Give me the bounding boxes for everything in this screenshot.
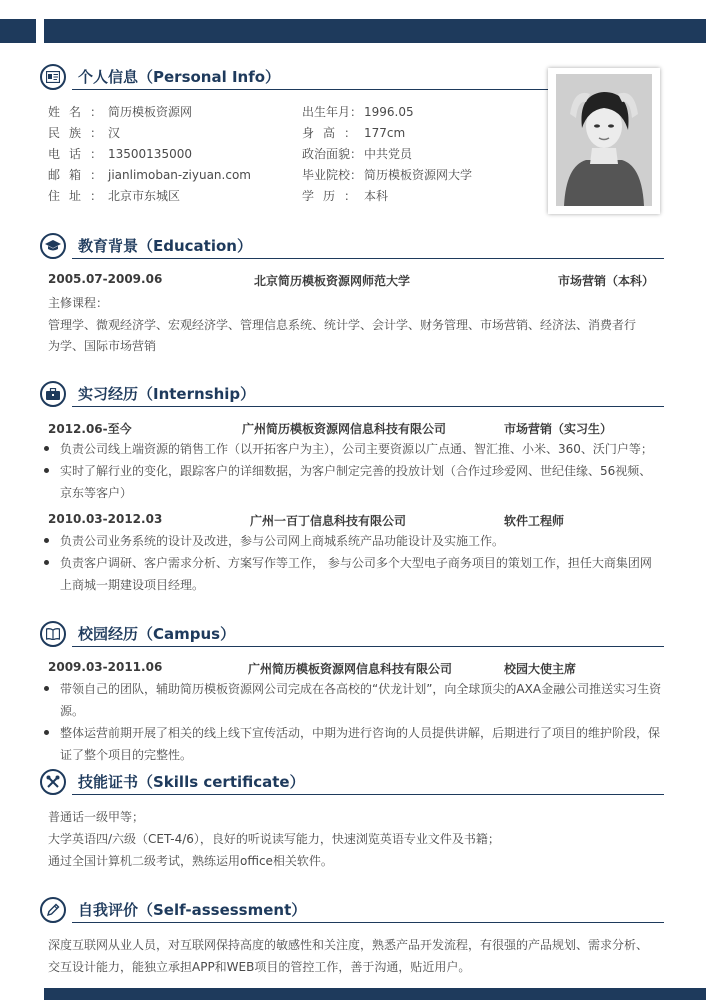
info-degree: 学历： 本科 (302, 189, 389, 203)
job-company: 广州简历模板资源网信息科技有限公司 (242, 422, 447, 436)
bottom-bar (44, 988, 706, 1000)
section-divider (72, 406, 664, 407)
self-line: 深度互联网从业人员，对互联网保持高度的敏感性和关注度，熟悉产品开发流程，有很强的产品规划、需求分析、 (48, 938, 649, 952)
edu-courses-line: 管理学、微观经济学、宏观经济学、管理信息系统、统计学、会计学、财务管理、市场营销、经济法、消费者行 (48, 318, 637, 332)
info-name: 姓名： 简历模板资源网 (48, 105, 193, 119)
job-date: 2012.06-至今 (48, 422, 132, 436)
section-divider (72, 89, 552, 90)
campus-bullet: 整体运营前期开展了相关的线上线下宣传活动，中期为进行咨询的人员提供讲解，后期进行了项目的维护阶段，保证了整个项目的完整性。 (40, 722, 662, 766)
profile-photo (556, 74, 652, 206)
campus-bullet: 带领自己的团队，辅助简历模板资源网公司完成在各高校的“伏龙计划”，向全球顶尖的AXA金融公司推送实习生资源。 (40, 678, 662, 722)
edu-courses-label: 主修课程： (48, 296, 109, 310)
info-address: 住址： 北京市东城区 (48, 189, 181, 203)
job-role: 市场营销（实习生） (504, 422, 613, 436)
briefcase-icon (40, 381, 66, 407)
section-title: 教育背景（Education） (78, 237, 252, 255)
section-title: 个人信息（Personal Info） (78, 68, 281, 86)
edu-school: 北京简历模板资源网师范大学 (254, 274, 411, 288)
info-email: 邮箱： jianlimoban-ziyuan.com (48, 168, 251, 182)
top-bar-left-block (0, 19, 36, 43)
id-card-icon (40, 64, 66, 90)
job-date: 2010.03-2012.03 (48, 512, 163, 526)
section-title: 校园经历（Campus） (78, 625, 236, 643)
section-title: 技能证书（Skills certificate） (78, 773, 305, 791)
info-ethnicity: 民族： 汉 (48, 126, 121, 140)
campus-company: 广州简历模板资源网信息科技有限公司 (248, 662, 453, 676)
info-politics: 政治面貌： 中共党员 (302, 147, 413, 161)
top-bar (44, 19, 706, 43)
campus-role: 校园大使主席 (504, 662, 577, 676)
job-role: 软件工程师 (504, 514, 565, 528)
info-height: 身高： 177cm (302, 126, 406, 140)
pen-icon (40, 897, 66, 923)
section-divider (72, 258, 664, 259)
graduation-cap-icon (40, 233, 66, 259)
campus-date: 2009.03-2011.06 (48, 660, 163, 674)
job-bullet: 负责公司线上端资源的销售工作（以开拓客户为主），公司主要资源以广点通、智汇推、小米、360、沃门户等； (40, 438, 662, 460)
job-bullet: 实时了解行业的变化，跟踪客户的详细数据，为客户制定完善的投放计划（合作过珍爱网、世纪佳缘、56视频、京东等客户） (40, 460, 662, 504)
edu-courses-line: 为学、国际市场营销 (48, 339, 157, 353)
section-divider (72, 794, 664, 795)
edu-major: 市场营销（本科） (558, 274, 655, 288)
self-line: 交互设计能力，能独立承担APP和WEB项目的管控工作，善于沟通，贴近用户。 (48, 960, 471, 974)
job-bullet: 负责客户调研、客户需求分析、方案写作等工作， 参与公司多个大型电子商务项目的策划工作，担任大商集团网上商城一期建设项目经理。 (40, 552, 662, 596)
skill-line: 通过全国计算机二级考试，熟练运用office相关软件。 (48, 854, 333, 868)
skill-line: 大学英语四/六级（CET-4/6），良好的听说读写能力，快速浏览英语专业文件及书籍； (48, 832, 500, 846)
info-birth: 出生年月： 1996.05 (302, 105, 414, 119)
book-icon (40, 621, 66, 647)
section-title: 实习经历（Internship） (78, 385, 256, 403)
job-bullet: 负责公司业务系统的设计及改进，参与公司网上商城系统产品功能设计及实施工作。 (40, 530, 662, 552)
skill-line: 普通话一级甲等； (48, 810, 145, 824)
tools-icon (40, 769, 66, 795)
info-school: 毕业院校： 简历模板资源网大学 (302, 168, 473, 182)
section-divider (72, 646, 664, 647)
edu-date: 2005.07-2009.06 (48, 272, 163, 286)
profile-photo-frame (548, 68, 660, 214)
info-phone: 电话： 13500135000 (48, 147, 192, 161)
job-company: 广州一百丁信息科技有限公司 (250, 514, 407, 528)
section-title: 自我评价（Self-assessment） (78, 901, 307, 919)
section-divider (72, 922, 664, 923)
